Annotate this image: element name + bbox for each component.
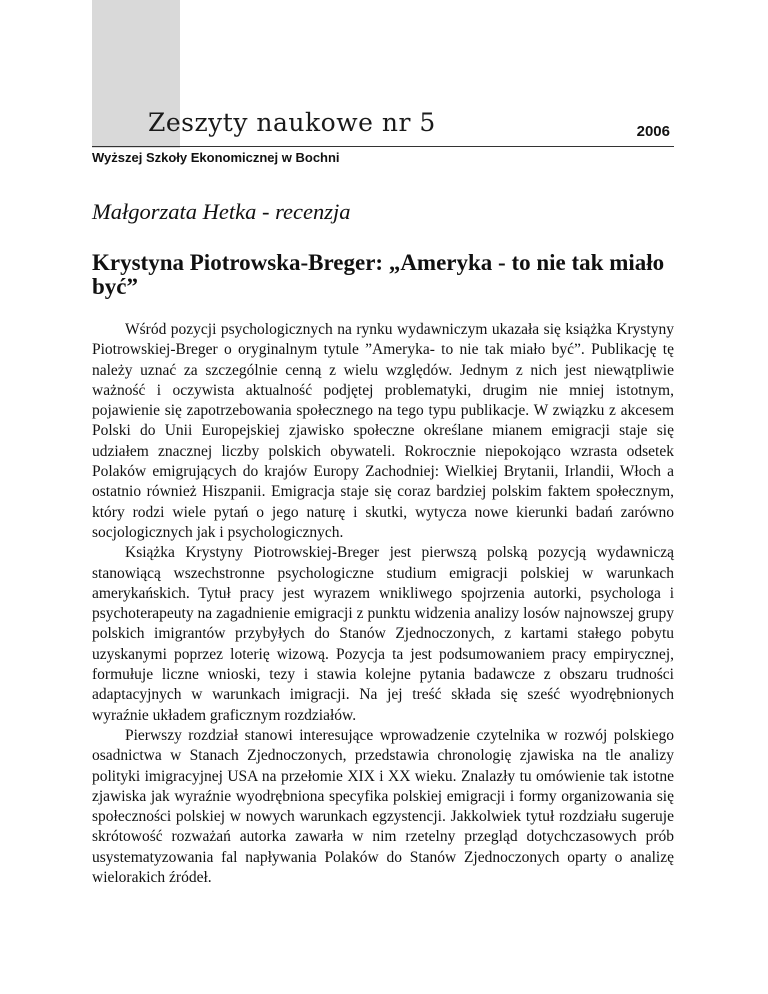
publication-year: 2006: [636, 123, 670, 140]
journal-title: Zeszyty naukowe nr 5: [148, 108, 436, 137]
article-body: [92, 320, 674, 888]
review-author: Małgorzata Hetka - recenzja: [92, 199, 351, 224]
institution-name: Wyższej Szkoły Ekonomicznej w Bochni: [92, 150, 340, 165]
paragraph: Pierwszy rozdział stanowi interesujące wprowadzenie czytelnika w rozwój polskiego osadnictwa w Stanach Zjednoczonych, przedstawia chronologię zjawiska na tle analizy polityki imigracyjnej USA na przełomie XIX i XX wieku. Znalazły tu omówienie tak istotne zjawiska jak wyraźnie wyodrębniona specyfika polskiej emigracji i formy organizowania się społeczności polskiej w nowych warunkach egzystencji. Jakkolwiek tytuł rozdziału sugeruje skrótowość rozważań autorka zawarła w nim rzetelny przegląd dotychczasowych prób usystematyzowania fal napływania Polaków do Stanów Zjednoczonych oparty o analizę wielorakich źródeł.: [92, 726, 674, 887]
header-divider: [92, 146, 674, 147]
paragraph: Książka Krystyny Piotrowskiej-Breger jest pierwszą polską pozycją wydawniczą stanowiącą wszechstronne psychologiczne studium emigracji polskiej w warunkach amerykańskich. Tytuł pracy jest wyrazem wnikliwego spojrzenia autorki, psychologa i psychoterapeuty na zagadnienie emigracji z punktu widzenia analizy losów najnowszej grupy polskich imigrantów przybyłych do Stanów Zjednoczonych, z kartami stałego pobytu uzyskanymi poprzez loterię wizową. Pozycja ta jest podsumowaniem pracy empirycznej, formułuje liczne wnioski, tezy i stawia kolejne pytania badawcze z obszaru trudności adaptacyjnych w warunkach imigracji. Na jej treść składa się sześć wyodrębnionych wyraźnie układem graficznym rozdziałów.: [92, 544, 674, 724]
review-title: Krystyna Piotrowska-Breger: „Ameryka - to nie tak miało być”: [92, 250, 665, 299]
paragraph: Wśród pozycji psychologicznych na rynku wydawniczym ukazała się książka Krystyny Piotrowskiej-Breger o oryginalnym tytule ”Ameryka- to nie tak miało być”. Publikację tę należy uznać za szczególnie cenną z wielu względów. Jednym z nich jest niewątpliwie ważność i oczywista aktualność podjętej problematyki, drugim nie mniej istotnym, pojawienie się zapotrzebowania społecznego na tego typu publikacje. W związku z akcesem Polski do Unii Europejskiej zjawisko społeczne określane mianem emigracji staje się udziałem znacznej liczby polskich obywateli. Rokrocznie niepokojąco wzrasta odsetek Polaków emigrujących do krajów Europy Zachodniej: Wielkiej Brytanii, Irlandii, Włoch a ostatnio również Hiszpanii. Emigracja staje się coraz bardziej polskim faktem społecznym, który rodzi wiele pytań o jego naturę i skutki, wytycza nowe kierunki badań zarówno socjologicznych jak i psychologicznych.: [92, 321, 674, 541]
